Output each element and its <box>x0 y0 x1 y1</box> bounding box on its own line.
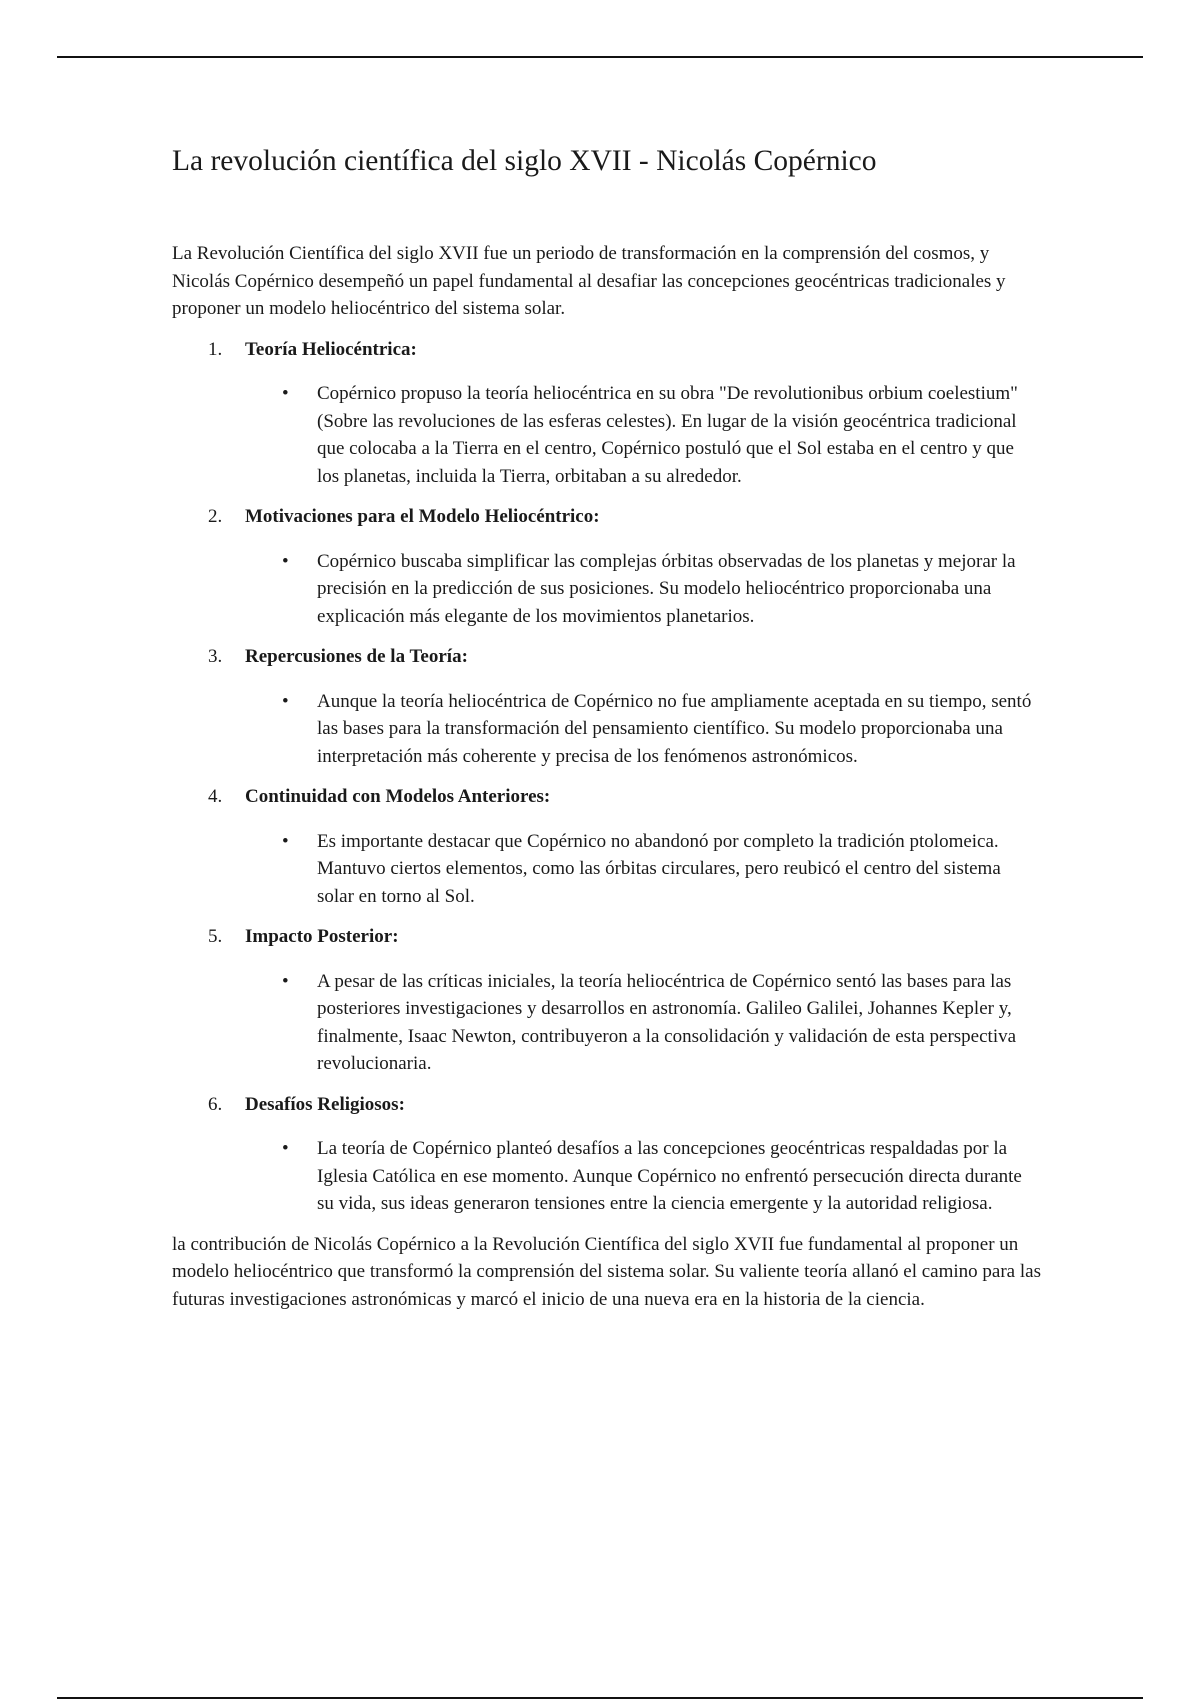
bullet-list <box>245 828 1042 911</box>
bullet-item <box>282 380 1037 490</box>
bullet-item <box>282 828 1037 911</box>
bullet-text: Aunque la teoría heliocéntrica de Copérnico no fue ampliamente aceptada en su tiempo, sentó las bases para la transformación del pensamiento científico. Su modelo proporcionaba una interpretación más coherente y precisa de los fenómenos astronómicos. <box>317 690 1032 767</box>
section-title: Continuidad con Modelos Anteriores: <box>245 786 551 807</box>
bullet-text: A pesar de las críticas iniciales, la teoría heliocéntrica de Copérnico sentó las bases para las posteriores investigaciones y desarrollos en astronomía. Galileo Galilei, Johannes Kepler y, finalmente, Isaac Newton, contribuyeron a la consolidación y validación de esta perspectiva revolucionaria. <box>317 970 1017 1074</box>
section-item <box>172 643 1042 770</box>
bullet-list <box>245 548 1042 631</box>
section-title: Motivaciones para el Modelo Heliocéntrico: <box>245 506 600 527</box>
bullet-icon: • <box>282 830 289 852</box>
page-title: La revolución científica del siglo XVII - Nicolás Copérnico <box>172 145 877 177</box>
bullet-text: Copérnico buscaba simplificar las complejas órbitas observadas de los planetas y mejorar la precisión en la predicción de sus posiciones. Su modelo heliocéntrico proporcionaba una explicación más elegante de los movimientos planetarios. <box>317 550 1016 627</box>
bullet-icon: • <box>282 1138 289 1159</box>
section-title: Desafíos Religiosos: <box>245 1093 405 1115</box>
intro-paragraph: La Revolución Científica del siglo XVII fue un periodo de transformación en la comprensión del cosmos, y Nicolás Copérnico desempeñó un papel fundamental al desafiar las concepciones geocéntricas tradicionales y proponer un modelo heliocéntrico del sistema solar. <box>172 243 1006 319</box>
section-item <box>172 923 1042 1078</box>
section-number: 4. <box>208 786 223 807</box>
bullet-icon: • <box>282 383 289 404</box>
bullet-item <box>282 1135 1037 1218</box>
bullet-icon: • <box>282 690 289 712</box>
section-item <box>172 503 1042 630</box>
bullet-text: Es importante destacar que Copérnico no abandonó por completo la tradición ptolomeica. Mantuvo ciertos elementos, como las órbitas circulares, pero reubicó el centro del sistema solar en torno al Sol. <box>317 830 1001 907</box>
bullet-list <box>245 688 1042 771</box>
section-number: 5. <box>208 926 223 947</box>
section-item <box>172 336 1042 491</box>
top-rule <box>57 56 1143 58</box>
sections-list <box>172 336 1042 1218</box>
bullet-item <box>282 548 1037 631</box>
bullet-icon: • <box>282 970 289 992</box>
section-number: 1. <box>208 338 223 360</box>
bullet-list <box>245 380 1042 490</box>
section-title: Teoría Heliocéntrica: <box>245 338 417 360</box>
section-number: 3. <box>208 646 223 667</box>
section-number: 2. <box>208 506 223 527</box>
section-item <box>172 1091 1042 1218</box>
section-title: Impacto Posterior: <box>245 926 399 947</box>
document-body <box>172 140 1042 1313</box>
section-number: 6. <box>208 1093 223 1115</box>
bullet-icon: • <box>282 550 289 572</box>
conclusion-paragraph: la contribución de Nicolás Copérnico a la Revolución Científica del siglo XVII fue fundamental al proponer un modelo heliocéntrico que transformó la comprensión del sistema solar. Su valiente teoría allanó el camino para las futuras investigaciones astronómicas y marcó el inicio de una nueva era en la historia de la ciencia. <box>172 1233 1041 1310</box>
section-item <box>172 783 1042 910</box>
bullet-item <box>282 968 1037 1078</box>
section-title: Repercusiones de la Teoría: <box>245 646 468 667</box>
bullet-list <box>245 1135 1042 1218</box>
bullet-text: Copérnico propuso la teoría heliocéntrica en su obra "De revolutionibus orbium coelestium" (Sobre las revoluciones de las esferas celestes). En lugar de la visión geocéntrica tradicional que colocaba a la Tierra en el centro, Copérnico postuló que el Sol estaba en el centro y que los planetas, incluida la Tierra, orbitaban a su alrededor. <box>317 383 1018 487</box>
bullet-list <box>245 968 1042 1078</box>
bullet-text: La teoría de Copérnico planteó desafíos a las concepciones geocéntricas respaldadas por la Iglesia Católica en ese momento. Aunque Copérnico no enfrentó persecución directa durante su vida, sus ideas generaron tensiones entre la ciencia emergente y la autoridad religiosa. <box>317 1138 1022 1214</box>
bullet-item <box>282 688 1037 771</box>
bottom-rule <box>57 1697 1143 1699</box>
